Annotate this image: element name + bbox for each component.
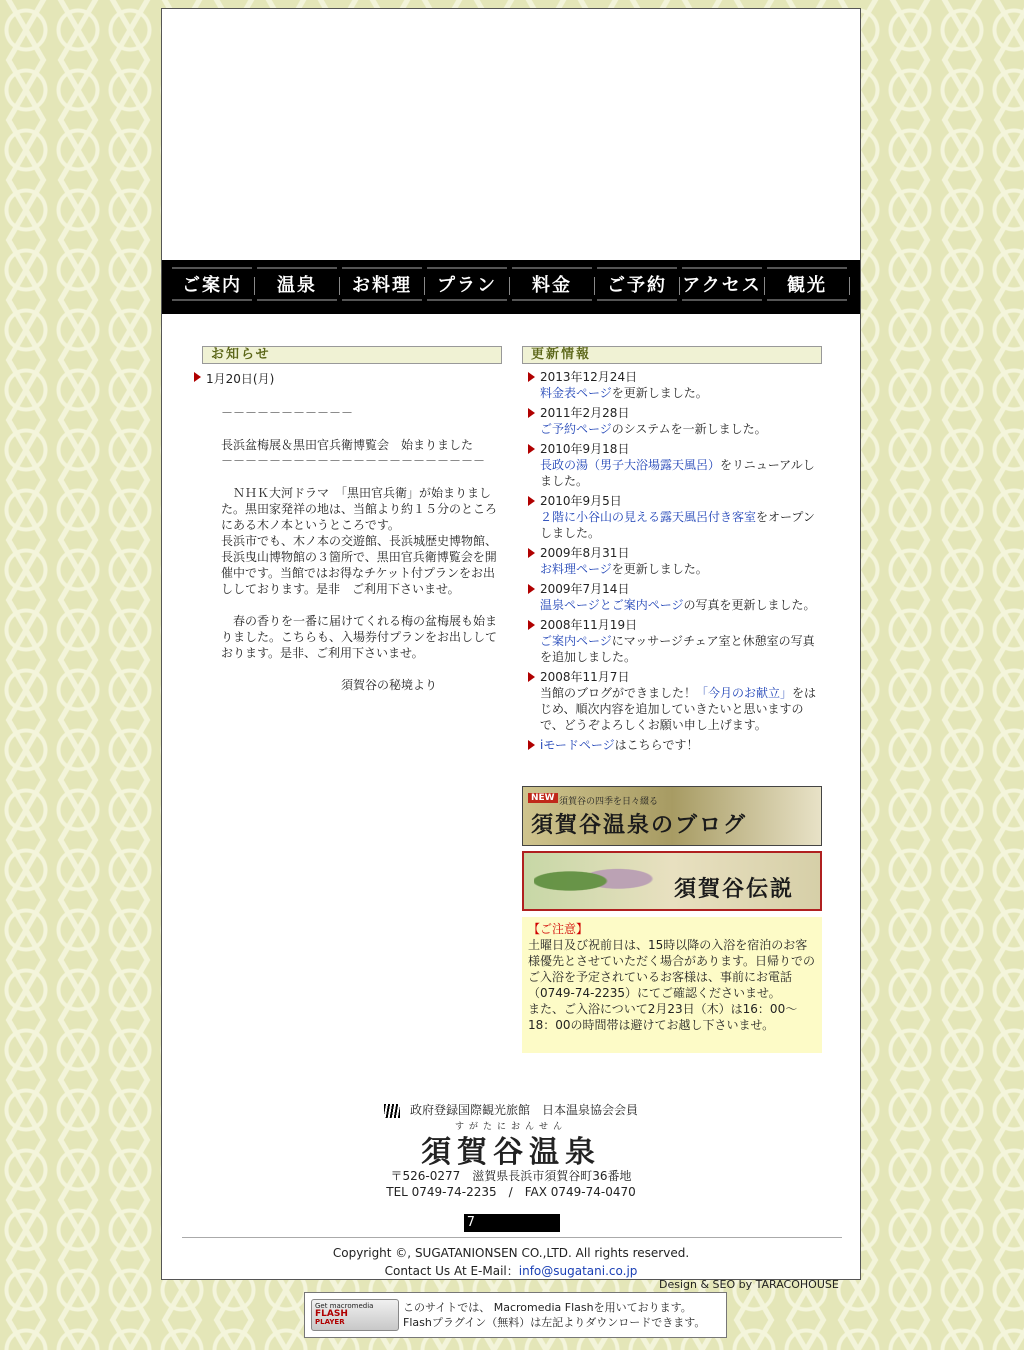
flash-btn-sub: PLAYER — [315, 1318, 345, 1326]
notice-title: 【ご注意】 — [528, 922, 589, 936]
update-date: 2010年9月18日 — [540, 442, 630, 456]
update-link[interactable]: 温泉ページとご案内ページ — [540, 598, 684, 612]
header-flash-area — [162, 9, 860, 259]
news-date-text: 1月20日(月) — [206, 372, 275, 386]
page-container — [161, 8, 861, 1280]
update-text: を更新しました。 — [611, 562, 708, 576]
update-item — [522, 369, 822, 401]
flash-notice-text — [403, 1300, 705, 1330]
notice-box — [522, 917, 822, 1053]
arrow-icon — [528, 672, 535, 682]
nav-yoyaku[interactable]: ご予約 — [597, 267, 677, 301]
blog-banner-subtitle: 須賀谷の四季を日々綴る — [559, 797, 659, 807]
new-badge: NEW — [528, 793, 558, 803]
arrow-icon — [528, 548, 535, 558]
nav-annai[interactable]: ご案内 — [172, 267, 252, 301]
update-date: 2009年8月31日 — [540, 546, 630, 560]
update-item — [522, 405, 822, 437]
flash-btn-brand: FLASH — [315, 1309, 348, 1319]
dragon-illustration-icon — [534, 859, 654, 903]
arrow-icon — [528, 584, 535, 594]
update-item — [522, 581, 822, 613]
arrow-icon — [528, 620, 535, 630]
footer-email-link[interactable]: info@sugatani.co.jp — [518, 1264, 638, 1278]
update-item — [522, 545, 822, 577]
update-item-blog — [522, 669, 822, 733]
update-date: 2013年12月24日 — [540, 370, 638, 384]
update-text: をはじめ、順次内容を追加していきたいと思いますので、どうぞよろしくお願い申し上げます。 — [540, 686, 817, 732]
updates-heading: 更新情報 — [522, 346, 822, 364]
update-item — [522, 617, 822, 665]
footer-tel: TEL 0749-74-2235 / FAX 0749-74-0470 — [386, 1185, 636, 1199]
update-date: 2008年11月19日 — [540, 618, 638, 632]
nav-ryori[interactable]: お料理 — [342, 267, 422, 301]
flash-btn-top: Get macromedia — [315, 1302, 374, 1310]
news-body: －－－－－－－－－－－ 長浜盆梅展＆黒田官兵衛博覧会 始まりました －－－－－－－－－－－－－－－－－－－－－－ ＮＨＫ大河ドラマ 「黒田官兵衛」が始まりました。黒田家発祥の地は、当館より約１５分のところにある木ノ本というところです。 長浜市でも、木ノ本の交遊館、長浜城歴史博物館、長浜曳山博物館の３箇所で、黒田官兵衛博覧会を開催中です。当館ではお得なチケット付プランをお出ししております。是非 ご利用下さいませ。 春の香りを一番に届けてくれる梅の盆梅展も始まりました。こちらも、入場券付プランをお出ししております。是非、ご利用下さいませ。 須賀谷の秘境より — [221, 406, 498, 692]
update-link[interactable]: ご予約ページ — [540, 422, 612, 436]
legend-banner[interactable] — [522, 851, 822, 911]
imode-text: はこちらです！ — [614, 738, 699, 752]
access-counter: 7 — [464, 1214, 560, 1232]
update-date: 2008年11月7日 — [540, 670, 630, 684]
update-text: の写真を更新しました。 — [683, 598, 816, 612]
update-link[interactable]: ２階に小谷山の見える露天風呂付き客室 — [540, 510, 757, 524]
arrow-icon — [528, 740, 535, 750]
design-credit[interactable]: Design & SEO by TARACOHOUSE — [659, 1278, 839, 1291]
flash-line-1: このサイトでは、 Macromedia Flashを用いております。 — [403, 1301, 692, 1314]
update-text: を更新しました。 — [611, 386, 708, 400]
imode-link[interactable]: iモードページ — [540, 738, 615, 752]
footer-logo: 須賀谷温泉 — [421, 1135, 601, 1170]
legend-banner-title: 須賀谷伝説 — [674, 876, 795, 902]
arrow-icon — [194, 372, 201, 382]
updates-list — [522, 369, 822, 757]
main-nav — [162, 260, 860, 314]
update-text: にマッサージチェア室と休憩室の写真を追加しました。 — [540, 634, 815, 664]
footer-contact-label: Contact Us At E-Mail： — [384, 1264, 519, 1278]
nav-access[interactable]: アクセス — [682, 267, 762, 301]
nav-ryokin[interactable]: 料金 — [512, 267, 592, 301]
footer-membership: 政府登録国際観光旅館 日本温泉協会会員 — [409, 1103, 638, 1117]
update-item — [522, 493, 822, 541]
update-link[interactable]: ご案内ページ — [540, 634, 612, 648]
nav-kanko[interactable]: 観光 — [767, 267, 847, 301]
arrow-icon — [528, 408, 535, 418]
nav-onsen[interactable]: 温泉 — [257, 267, 337, 301]
update-item — [522, 441, 822, 489]
update-date: 2011年2月28日 — [540, 406, 630, 420]
update-date: 2010年9月5日 — [540, 494, 622, 508]
update-link[interactable]: 長政の湯（男子大浴場露天風呂） — [540, 458, 721, 472]
arrow-icon — [528, 444, 535, 454]
update-text: をリニューアルしました。 — [540, 458, 815, 488]
menu-link[interactable]: 「今月のお献立」 — [696, 686, 793, 700]
get-flash-button[interactable] — [311, 1299, 399, 1331]
notice-body: 土曜日及び祝前日は、15時以降の入浴を宿泊のお客様優先とさせていただく場合があります。日帰りでのご入浴を予定されているお客様は、事前にお電話（0749-74-2235）にてご確認くださいませ。 また、ご入浴について2月23日（木）は16：00〜18：00の時間帯は避けてお越し下さいませ。 — [528, 938, 816, 1032]
footer-copyright: Copyright ©, SUGATANIONSEN CO.,LTD. All rights reserved. — [332, 1246, 690, 1260]
footer-divider — [182, 1237, 842, 1238]
blog-banner-title: 須賀谷温泉のブログ — [531, 812, 748, 838]
ryokan-mark-icon — [384, 1104, 400, 1118]
update-link[interactable]: 料金表ページ — [540, 386, 612, 400]
news-date — [206, 370, 274, 387]
footer-address: 〒526-0277 滋賀県長浜市須賀谷町36番地 — [390, 1169, 632, 1183]
arrow-icon — [528, 496, 535, 506]
footer-membership-line — [162, 1101, 860, 1118]
arrow-icon — [528, 372, 535, 382]
update-date: 2009年7月14日 — [540, 582, 630, 596]
footer-contact — [162, 1262, 860, 1279]
blog-banner[interactable] — [522, 786, 822, 846]
news-heading: お知らせ — [202, 346, 502, 364]
update-link[interactable]: お料理ページ — [540, 562, 612, 576]
update-text: をオープンしました。 — [540, 510, 815, 540]
footer-ruby: すがたにおんせん — [454, 1122, 567, 1132]
update-text: 当館のブログができました！ — [540, 686, 697, 700]
nav-plan[interactable]: プラン — [427, 267, 507, 301]
update-text: のシステムを一新しました。 — [611, 422, 767, 436]
flash-line-2: Flashプラグイン（無料）は左記よりダウンロードできます。 — [403, 1316, 706, 1329]
imode-item — [522, 737, 822, 753]
flash-notice-box — [304, 1292, 727, 1338]
